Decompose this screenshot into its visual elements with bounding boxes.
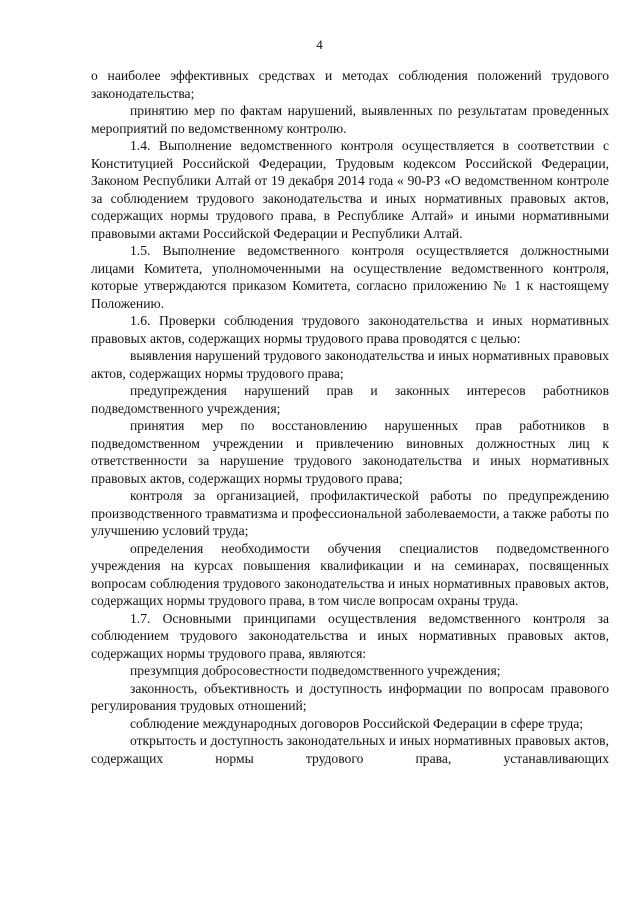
paragraph: предупреждения нарушений прав и законных интересов работников подведомственного учреждения;: [91, 383, 609, 416]
paragraph: презумпция добросовестности подведомственного учреждения;: [130, 663, 501, 678]
page-number: 4: [316, 37, 323, 52]
paragraph: определения необходимости обучения специалистов подведомственного учреждения на курсах повышения квалификации и на семинарах, посвященных вопросам соблюдения трудового законодательства и иных нормативных правовых актов, содержащих нормы трудового права, в том числе вопросам охраны труда.: [91, 540, 609, 608]
paragraph: принятия мер по восстановлению нарушенных прав работников в подведомственном учреждении и привлечению виновных должностных лиц к ответственности за нарушение трудового законодательства и иных нормативных правовых актов, содержащих нормы трудового права;: [91, 418, 609, 486]
paragraph: законность, объективность и доступность информации по вопросам правового регулирования трудовых отношений;: [91, 680, 609, 713]
paragraph: принятию мер по фактам нарушений, выявленных по результатам проведенных мероприятий по ведомственному контролю.: [91, 103, 609, 136]
paragraph: о наиболее эффективных средствах и методах соблюдения положений трудового законодательства;: [91, 68, 609, 101]
paragraph: открытость и доступность законодательных и иных нормативных правовых актов, содержащих нормы трудового права, устанавливающих: [91, 733, 609, 766]
paragraph: 1.5. Выполнение ведомственного контроля осуществляется должностными лицами Комитета, уполномоченными на осуществление ведомственного контроля, которые утверждаются приказом Комитета, согласно приложению № 1 к настоящему Положению.: [91, 243, 609, 311]
paragraph: выявления нарушений трудового законодательства и иных нормативных правовых актов, содержащих нормы трудового права;: [91, 348, 609, 381]
paragraph: 1.6. Проверки соблюдения трудового законодательства и иных нормативных правовых актов, содержащих нормы трудового права проводятся с целью:: [91, 313, 609, 346]
paragraph: контроля за организацией, профилактической работы по предупреждению производственного травматизма и профессиональной заболеваемости, а также работы по улучшению условий труда;: [91, 488, 609, 538]
paragraph: 1.7. Основными принципами осуществления ведомственного контроля за соблюдением трудового законодательства и иных нормативных правовых актов, содержащих нормы трудового права, являются:: [91, 610, 609, 661]
document-body: [91, 67, 609, 767]
paragraph: 1.4. Выполнение ведомственного контроля осуществляется в соответствии с Конституцией Российской Федерации, Трудовым кодексом Российской Федерации, Законом Республики Алтай от 19 декабря 2014 года « 90-РЗ «О ведомственном контроле за соблюдением трудового законодательства и иных нормативных правовых актов, содержащих нормы трудового права, в Республике Алтай» и иными нормативными правовыми актами Российской Федерации и Республики Алтай.: [91, 138, 609, 241]
paragraph: соблюдение международных договоров Российской Федерации в сфере труда;: [130, 715, 584, 731]
